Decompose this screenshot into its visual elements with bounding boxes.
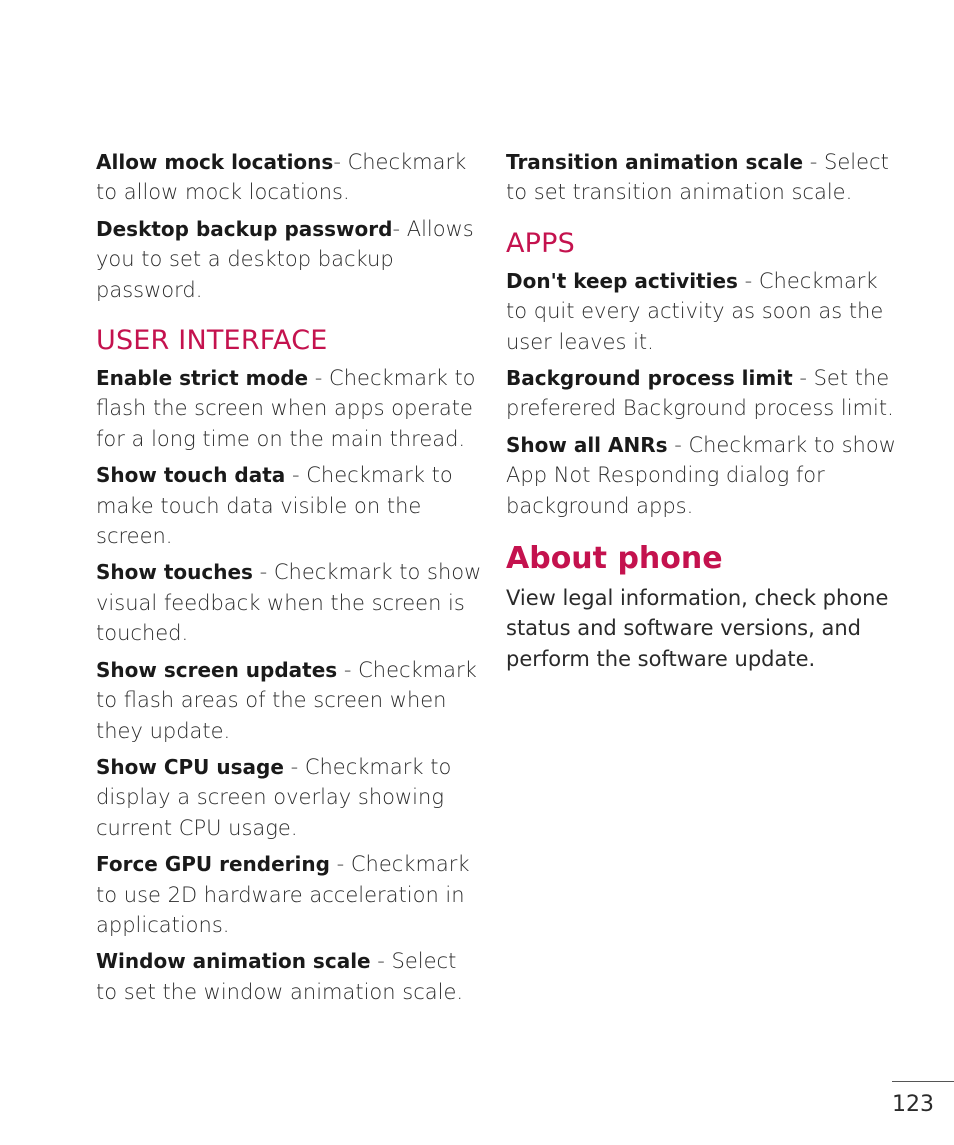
entry-term: Enable strict mode	[96, 366, 309, 391]
entry-text: - Allows you to set a desktop backup password.	[96, 216, 474, 302]
entry-dont-keep-activities	[506, 266, 896, 357]
entry-text: - Checkmark to use 2D hardware acceleration in applications.	[96, 852, 470, 937]
entry-text: - Checkmark to flash the screen when apps operate for a long time on the main thread.	[96, 366, 476, 451]
entry-transition-animation-scale	[506, 147, 896, 208]
about-phone-text: View legal information, check phone status and software versions, and perform the software update.	[506, 586, 889, 671]
entry-term: Background process limit	[506, 366, 793, 391]
section-heading-user-interface: USER INTERFACE	[96, 325, 328, 357]
entry-text: - Checkmark to show App Not Responding dialog for background apps.	[506, 432, 896, 518]
entry-show-touches	[96, 557, 482, 648]
entry-show-all-anrs	[506, 430, 896, 521]
left-column	[96, 147, 482, 1013]
entry-term: Show all ANRs	[506, 432, 668, 457]
entry-term: Don't keep activities	[506, 268, 738, 293]
right-column	[506, 147, 896, 674]
entry-text: - Checkmark to make touch data visible on the screen.	[96, 463, 453, 549]
entry-show-screen-updates	[96, 655, 482, 746]
entry-text: - Select to set transition animation scale.	[506, 150, 889, 205]
entry-term: Transition animation scale	[506, 150, 804, 174]
page-number: 123	[892, 1092, 934, 1117]
entry-term: Allow mock locations	[96, 150, 334, 174]
entry-text: - Set the preferered Background process limit.	[506, 366, 894, 421]
entry-background-process-limit	[506, 363, 896, 424]
page-number-rule	[892, 1081, 954, 1082]
entry-text: - Select to set the window animation scale.	[96, 949, 464, 1004]
entry-show-touch-data	[96, 460, 482, 551]
entry-text: - Checkmark to quit every activity as soon as the user leaves it.	[506, 268, 884, 354]
entry-force-gpu-rendering	[96, 849, 482, 940]
entry-desktop-backup-password	[96, 214, 482, 305]
entry-window-animation-scale	[96, 946, 482, 1007]
entry-term: Force GPU rendering	[96, 852, 330, 877]
entry-text: - Checkmark to show visual feedback when the screen is touched.	[96, 560, 482, 646]
entry-show-cpu-usage	[96, 752, 482, 843]
section-heading-apps: APPS	[506, 227, 575, 259]
section-heading-about-phone: About phone	[506, 541, 723, 577]
entry-term: Show touch data	[96, 463, 286, 488]
entry-term: Show screen updates	[96, 657, 338, 682]
entry-allow-mock-locations	[96, 147, 482, 208]
entry-enable-strict-mode	[96, 363, 482, 454]
entry-term: Desktop backup password	[96, 216, 393, 241]
entry-text: - Checkmark to display a screen overlay showing current CPU usage.	[96, 754, 452, 840]
entry-term: Window animation scale	[96, 949, 371, 974]
entry-text: - Checkmark to allow mock locations.	[96, 150, 467, 205]
entry-term: Show CPU usage	[96, 754, 284, 779]
entry-term: Show touches	[96, 560, 253, 585]
entry-text: - Checkmark to flash areas of the screen when they update.	[96, 657, 477, 743]
